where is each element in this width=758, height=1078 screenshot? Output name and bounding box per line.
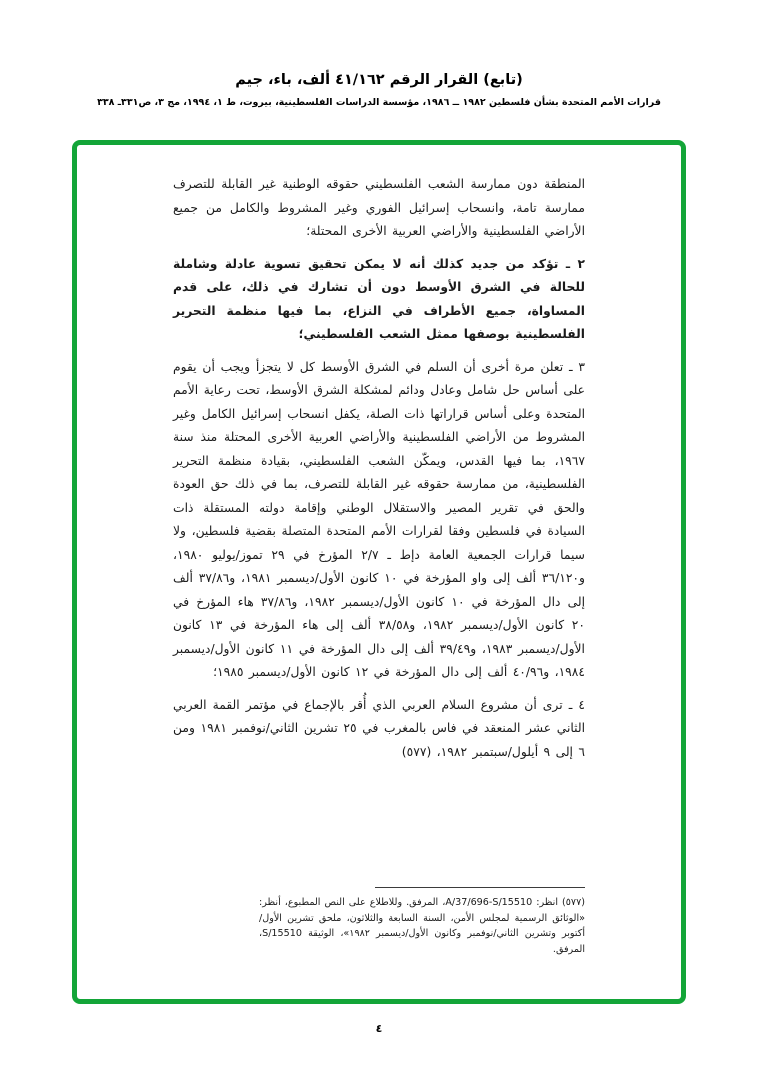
page-title: (تابع) القرار الرقم ٤١/١٦٢ ألف، باء، جيم [235, 72, 523, 88]
page-number: ٤ [375, 1022, 383, 1035]
paragraph-continuation: المنطقة دون ممارسة الشعب الفلسطيني حقوقه الوطنية غير القابلة للتصرف ممارسة تامة، وانسحاب إسرائيل الفوري وغير المشروط والكامل من جميع الأراضي الفلسطينية والأراضي العربية الأخرى المحتلة؛ [173, 177, 585, 238]
paragraph-item-4: ٤ ـ ترى أن مشروع السلام العربي الذي أُقر بالإجماع في مؤتمر القمة العربي الثاني عشر المنعقد في فاس بالمغرب في ٢٥ تشرين الثاني/نوفمبر ١٩٨١ ومن ٦ إلى ٩ أيلول/سبتمبر ١٩٨٢، (٥٧٧) [173, 697, 586, 759]
page-source-line: قرارات الأمم المتحدة بشأن فلسطين ١٩٨٢ ــ ١٩٨٦، مؤسسة الدراسات الفلسطينية، بيروت، ط ١، ١٩٩٤، مج ٣، ص٣٣١ـ ٣٣٨ [97, 97, 661, 108]
page-header [0, 72, 758, 108]
paragraph-item-3: ٣ ـ تعلن مرة أخرى أن السلم في الشرق الأوسط كل لا يتجزأ ويجب أن يقوم على أساس حل شامل وعادل ودائم لمشكلة الشرق الأوسط، تحت رعاية الأمم المتحدة وعلى أساس قراراتها ذات الصلة، يكفل انسحاب إسرائيل الكامل وغير المشروط من الأراضي الفلسطينية والأراضي العربية الأخرى المحتلة منذ سنة ١٩٦٧، بما فيها القدس، ويمكّن الشعب الفلسطيني، بقيادة منظمة التحرير الفلسطينية، من ممارسة حقوقه غير القابلة للتصرف، بما في ذلك حق العودة والحق في تقرير المصير والاستقلال الوطني وإقامة دولته المستقلة ذات السيادة في فلسطين وفقا لقرارات الأمم المتحدة المتصلة بقضية فلسطين، ولا سيما قرارات الجمعية العامة دإط ـ ٢/٧ المؤرخ في ٢٩ تموز/يوليو ١٩٨٠، و٣٦/١٢٠ ألف إلى واو المؤرخة في ١٠ كانون الأول/ديسمبر ١٩٨١، و٣٧/٨٦ ألف إلى دال المؤرخة في ١٠ كانون الأول/ديسمبر ١٩٨٢، و٣٧/٨٦ هاء المؤرخ في ٢٠ كانون الأول/ديسمبر ١٩٨٢، و٣٨/٥٨ ألف إلى هاء المؤرخة في ١٣ كانون الأول/ديسمبر ١٩٨٣، و٣٩/٤٩ ألف إلى دال المؤرخة في ١١ كانون الأول/ديسمبر ١٩٨٤، و٤٠/٩٦ ألف إلى دال المؤرخة في ١٢ كانون الأول/ديسمبر ١٩٨٥؛ [173, 359, 585, 679]
green-border-frame [72, 140, 686, 1004]
document-body [173, 173, 585, 764]
footnote-block [259, 887, 585, 957]
paragraph-item-2: ٢ ـ تؤكد من جديد كذلك أنه لا يمكن تحقيق تسوية عادلة وشاملة للحالة في الشرق الأوسط دون أن تشارك في ذلك، على قدم المساواة، جميع الأطراف في النزاع، بما فيها منظمة التحرير الفلسطينية بوصفها ممثل الشعب الفلسطيني؛ [173, 256, 585, 341]
footnote-separator [375, 887, 585, 888]
footnote-text: (٥٧٧) انظر: A/37/696-S/15510، المرفق. وللاطلاع على النص المطبوع، أنظر: «الوثائق الرسمية لمجلس الأمن، السنة السابعة والثلاثون، ملحق تشرين الأول/أكتوبر وتشرين الثاني/نوفمبر وكانون الأول/ديسمبر ١٩٨٢»، الوثيقة S/15510، المرفق. [259, 897, 586, 955]
